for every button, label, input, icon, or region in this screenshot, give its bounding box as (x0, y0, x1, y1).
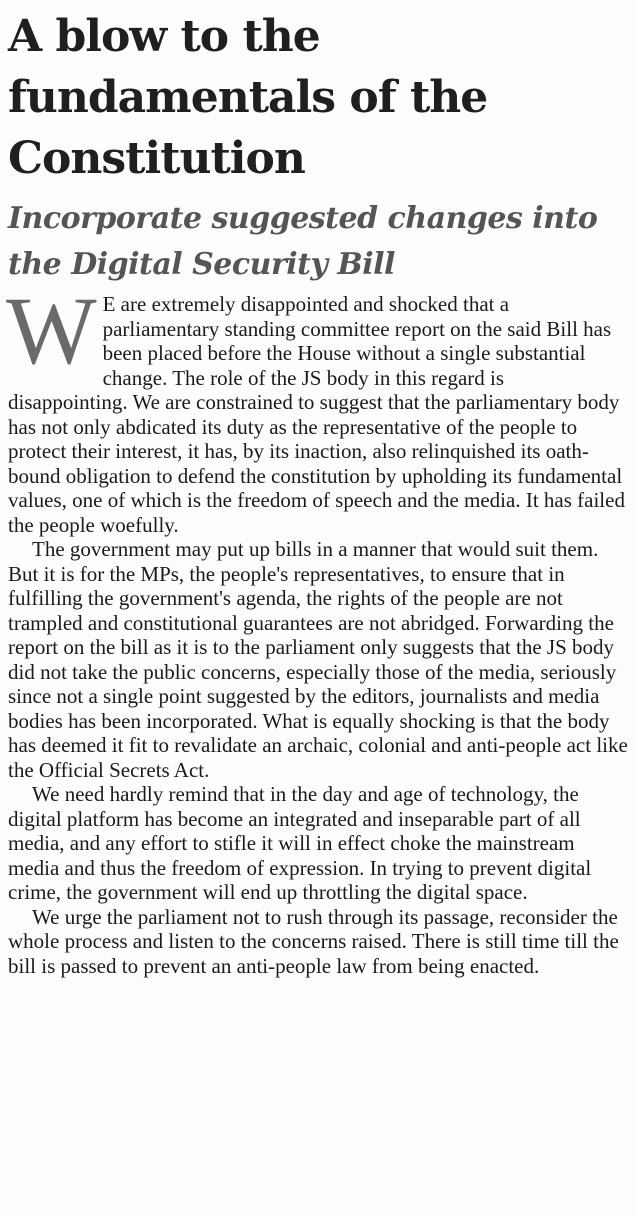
article-paragraph-1-text: E are extremely disappointed and shocked that a parliamentary standing committee report on the said Bill has been placed before the House without a single substantial change. The role of the JS body in this regard is disappointing. We are constrained to suggest that the parliamentary body has not only abdicated its duty as the representative of the people to protect their interest, it has, by its inaction, also relinquished its oath-bound obligation to defend the constitution by upholding its fundamental values, one of which is the freedom of speech and the media. It has failed the people woefully. (8, 292, 625, 537)
article-body (6, 277, 628, 978)
article-paragraph-3: We need hardly remind that in the day and age of technology, the digital platform has become an integrated and inseparable part of all media, and any effort to stifle it will in effect choke the mainstream media and thus the freedom of expression. In trying to prevent digital crime, the government will end up throttling the digital space. (8, 782, 592, 904)
drop-cap: W (6, 277, 97, 384)
article-paragraph-4: We urge the parliament not to rush through its passage, reconsider the whole process and listen to the concerns raised. There is still time till the bill is passed to prevent an anti-people law from being enacted. (8, 904, 619, 978)
article-headline: A blow to the fundamentals of the Constitution (8, 11, 488, 184)
article-paragraph-2: The government may put up bills in a manner that would suit them. But it is for the MPs, the people's representatives, to ensure that in fulfilling the government's agenda, the rights of the people are not trampled and constitutional guarantees are not abridged. Forwarding the report on the bill as it is to the parliament only suggests that the JS body did not take the public concerns, especially those of the media, seriously since not a single point suggested by the editors, journalists and media bodies has been incorporated. What is equally shocking is that the body has deemed it fit to revalidate an archaic, colonial and anti-people act like the Official Secrets Act. (8, 537, 628, 782)
article-paragraph-1 (6, 277, 628, 537)
article-subheadline: Incorporate suggested changes into the Digital Security Bill (8, 201, 598, 282)
